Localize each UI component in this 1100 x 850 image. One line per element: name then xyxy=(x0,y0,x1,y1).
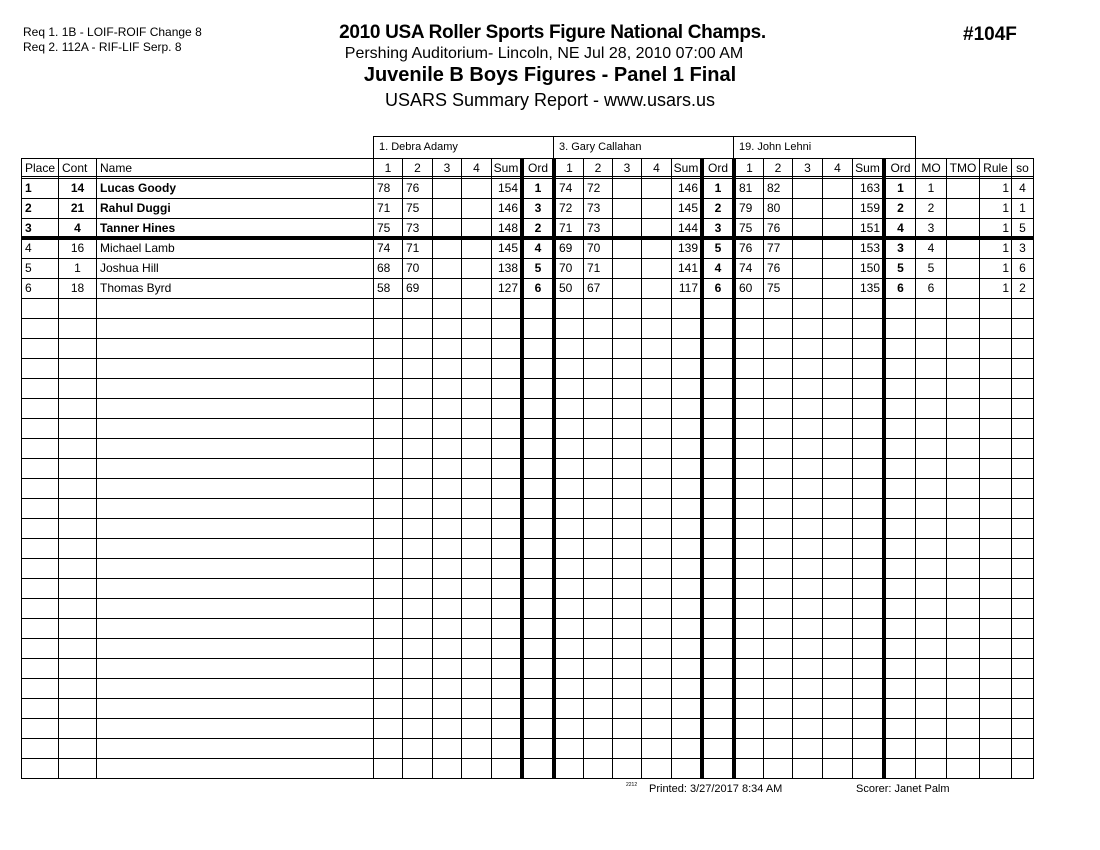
cell-place: 1 xyxy=(25,181,32,195)
grid-hline xyxy=(21,358,1034,359)
cell-judge3-3 xyxy=(793,238,822,258)
cell-judge2-2: 67 xyxy=(587,281,601,295)
cell-cont: 21 xyxy=(70,201,85,215)
cell-rule: 1 xyxy=(1002,261,1009,275)
cell-judge2-2: 70 xyxy=(587,241,601,255)
grid-hline xyxy=(21,498,1034,499)
cell-judge2-2: 71 xyxy=(587,261,601,275)
col-header-so: so xyxy=(1016,161,1029,175)
requirement-2: Req 2. 112A - RIF-LIF Serp. 8 xyxy=(23,40,182,54)
cell-judge3-2: 76 xyxy=(767,221,781,235)
cell-judge2-3 xyxy=(613,198,641,218)
cell-mo: 2 xyxy=(927,201,935,215)
col-header-judge2-2: 2 xyxy=(594,161,602,175)
cell-so: 1 xyxy=(1019,201,1026,215)
event-name: Juvenile B Boys Figures - Panel 1 Final xyxy=(363,64,737,86)
cell-so: 6 xyxy=(1019,261,1026,275)
cell-judge1-sum: 148 xyxy=(497,221,518,235)
grid-hline xyxy=(21,638,1034,639)
cell-judge2-3 xyxy=(613,178,641,198)
cell-judge1-ord: 3 xyxy=(534,201,542,215)
grid-hline xyxy=(21,338,1034,339)
cell-judge1-2: 70 xyxy=(406,261,420,275)
cell-rule: 1 xyxy=(1002,181,1009,195)
cell-place: 6 xyxy=(25,281,32,295)
cell-judge2-sum: 145 xyxy=(677,201,698,215)
cell-tmo xyxy=(947,238,979,258)
col-header-judge3-sum: Sum xyxy=(855,161,880,175)
grid-hline xyxy=(21,518,1034,519)
grid-hline xyxy=(21,478,1034,479)
grid-hline xyxy=(21,418,1034,419)
cell-cont: 1 xyxy=(74,261,81,275)
cell-judge3-1: 79 xyxy=(739,201,753,215)
col-header-judge1-3: 3 xyxy=(443,161,451,175)
col-header-cont: Cont xyxy=(62,161,88,175)
grid-hline xyxy=(21,318,1034,319)
cell-mo: 6 xyxy=(927,281,935,295)
grid-hline xyxy=(21,398,1034,399)
event-number: #104F xyxy=(963,24,1017,45)
cell-judge2-4 xyxy=(642,178,671,198)
judge-header-3: 19. John Lehni xyxy=(733,136,916,158)
judge-header-1: 1. Debra Adamy xyxy=(373,136,554,158)
cell-judge3-2: 82 xyxy=(767,181,781,195)
cell-judge2-4 xyxy=(642,278,671,298)
cell-judge3-ord: 1 xyxy=(897,181,904,195)
col-header-judge2-1: 1 xyxy=(566,161,573,175)
cell-judge3-sum: 163 xyxy=(859,181,880,195)
cell-judge2-2: 73 xyxy=(587,221,601,235)
cell-judge3-3 xyxy=(793,218,822,238)
cell-cont: 16 xyxy=(70,241,85,255)
cell-judge2-1: 72 xyxy=(559,201,573,215)
cell-judge3-sum: 159 xyxy=(859,201,880,215)
cell-name: Rahul Duggi xyxy=(100,201,171,215)
col-header-judge3-ord: Ord xyxy=(890,161,911,175)
grid-hline xyxy=(21,558,1034,559)
cell-judge3-2: 77 xyxy=(767,241,781,255)
cell-judge1-sum: 127 xyxy=(497,281,518,295)
cell-so: 4 xyxy=(1019,181,1026,195)
cell-judge1-4 xyxy=(462,258,491,278)
col-header-judge1-2: 2 xyxy=(414,161,421,175)
cell-judge1-4 xyxy=(462,178,491,198)
cell-judge3-3 xyxy=(793,198,822,218)
cell-rule: 1 xyxy=(1002,201,1009,215)
cell-judge1-ord: 1 xyxy=(534,181,542,195)
cell-judge3-1: 75 xyxy=(739,221,753,235)
cell-tmo xyxy=(947,198,979,218)
printed-timestamp: Printed: 3/27/2017 8:34 AM xyxy=(649,783,783,795)
cell-judge1-2: 71 xyxy=(406,241,420,255)
col-header-rule: Rule xyxy=(983,161,1008,175)
grid-hline xyxy=(21,778,1034,779)
cell-judge3-sum: 151 xyxy=(859,221,880,235)
cell-judge2-1: 50 xyxy=(559,281,573,295)
cell-name: Tanner Hines xyxy=(100,221,176,235)
cell-judge2-4 xyxy=(642,198,671,218)
cell-name: Thomas Byrd xyxy=(100,281,172,295)
cell-judge1-3 xyxy=(433,218,461,238)
judge-header-2: 3. Gary Callahan xyxy=(553,136,734,158)
cell-judge2-sum: 144 xyxy=(677,221,698,235)
scorer-name: Scorer: Janet Palm xyxy=(856,783,950,795)
col-header-mo: MO xyxy=(921,161,941,175)
cell-judge3-1: 76 xyxy=(739,241,753,255)
col-header-judge3-4: 4 xyxy=(834,161,841,175)
grid-hline xyxy=(21,298,1034,299)
cell-judge1-ord: 2 xyxy=(534,221,542,235)
col-header-judge1-ord: Ord xyxy=(527,161,548,175)
cell-judge2-1: 74 xyxy=(559,181,573,195)
cell-judge1-sum: 154 xyxy=(497,181,518,195)
cell-judge2-sum: 117 xyxy=(678,281,698,295)
cell-judge1-1: 68 xyxy=(377,261,391,275)
col-header-judge3-3: 3 xyxy=(804,161,811,175)
grid-hline xyxy=(21,538,1034,539)
grid-hline xyxy=(21,378,1034,379)
cell-so: 3 xyxy=(1019,241,1026,255)
cell-judge3-3 xyxy=(793,178,822,198)
cell-judge1-3 xyxy=(433,178,461,198)
cell-judge1-2: 69 xyxy=(406,281,420,295)
cell-rule: 1 xyxy=(1002,221,1009,235)
cell-judge2-3 xyxy=(613,218,641,238)
cell-judge1-1: 74 xyxy=(377,241,391,255)
col-header-name: Name xyxy=(100,161,133,175)
col-header-judge2-ord: Ord xyxy=(707,161,728,175)
cell-judge1-1: 78 xyxy=(377,181,391,195)
cell-judge3-4 xyxy=(823,278,852,298)
cell-name: Lucas Goody xyxy=(100,181,177,195)
cell-judge3-1: 60 xyxy=(739,281,753,295)
cell-judge3-4 xyxy=(823,218,852,238)
tiny-code: 2212 xyxy=(626,782,638,788)
cell-judge1-2: 75 xyxy=(406,201,420,215)
col-header-tmo: TMO xyxy=(949,161,977,175)
cell-judge3-4 xyxy=(823,178,852,198)
cell-judge2-ord: 4 xyxy=(714,261,722,275)
grid-hline xyxy=(21,698,1034,699)
col-header-place: Place xyxy=(25,161,56,175)
cell-judge2-2: 73 xyxy=(587,201,601,215)
cell-rule: 1 xyxy=(1002,241,1009,255)
cell-judge1-1: 71 xyxy=(377,201,391,215)
cell-judge1-2: 73 xyxy=(406,221,420,235)
cell-judge3-4 xyxy=(823,258,852,278)
cell-judge1-ord: 5 xyxy=(534,261,542,275)
cell-judge3-4 xyxy=(823,238,852,258)
cell-cont: 4 xyxy=(74,221,81,235)
cell-judge1-3 xyxy=(433,198,461,218)
cell-judge1-3 xyxy=(433,238,461,258)
cell-judge2-sum: 146 xyxy=(677,181,698,195)
cell-judge2-3 xyxy=(613,238,641,258)
cell-place: 5 xyxy=(25,261,32,275)
cell-judge2-2: 72 xyxy=(587,181,601,195)
cell-judge1-1: 75 xyxy=(377,221,391,235)
cell-judge2-ord: 3 xyxy=(714,221,722,235)
cell-judge1-2: 76 xyxy=(406,181,420,195)
grid-hline xyxy=(21,758,1034,759)
grid-hline xyxy=(21,578,1034,579)
cell-judge3-4 xyxy=(823,198,852,218)
cell-judge2-ord: 1 xyxy=(714,181,722,195)
cell-judge1-sum: 145 xyxy=(497,241,518,255)
cell-judge3-ord: 6 xyxy=(897,281,904,295)
cell-place: 3 xyxy=(25,221,32,235)
col-header-judge1-4: 4 xyxy=(473,161,480,175)
grid-hline xyxy=(21,678,1034,679)
grid-hline xyxy=(21,738,1034,739)
cell-judge3-ord: 4 xyxy=(897,221,904,235)
cell-mo: 3 xyxy=(927,221,935,235)
cell-judge1-1: 58 xyxy=(377,281,391,295)
cell-place: 2 xyxy=(25,201,32,215)
requirement-1: Req 1. 1B - LOIF-ROIF Change 8 xyxy=(23,25,202,39)
cell-judge2-3 xyxy=(613,258,641,278)
cell-judge3-ord: 5 xyxy=(897,261,904,275)
cell-mo: 4 xyxy=(927,241,935,255)
cell-judge2-ord: 6 xyxy=(714,281,722,295)
cell-judge2-ord: 5 xyxy=(714,241,722,255)
cell-judge2-1: 71 xyxy=(559,221,573,235)
report-title: 2010 USA Roller Sports Figure National Champs. xyxy=(339,22,766,43)
col-header-judge1-1: 1 xyxy=(384,161,392,175)
cell-so: 2 xyxy=(1019,281,1026,295)
col-header-judge3-2: 2 xyxy=(774,161,782,175)
venue-datetime: Pershing Auditorium- Lincoln, NE Jul 28, 2010 07:00 AM xyxy=(344,45,744,62)
cell-judge1-ord: 6 xyxy=(534,281,542,295)
grid-hline xyxy=(21,718,1034,719)
grid-hline xyxy=(21,618,1034,619)
col-header-judge1-sum: Sum xyxy=(493,161,519,175)
grid-hline xyxy=(21,458,1034,459)
grid-hline xyxy=(21,598,1034,599)
cell-judge2-1: 70 xyxy=(559,261,573,275)
cell-judge3-2: 75 xyxy=(767,281,781,295)
cell-judge3-3 xyxy=(793,258,822,278)
cell-place: 4 xyxy=(25,241,32,255)
cell-name: Joshua Hill xyxy=(100,261,159,275)
cell-judge3-ord: 3 xyxy=(897,241,904,255)
cell-judge3-sum: 150 xyxy=(859,261,880,275)
col-header-judge2-4: 4 xyxy=(653,161,660,175)
cell-so: 5 xyxy=(1019,221,1026,235)
cell-rule: 1 xyxy=(1002,281,1009,295)
cell-tmo xyxy=(947,178,979,198)
cell-judge1-3 xyxy=(433,278,461,298)
cell-judge3-1: 81 xyxy=(739,181,753,195)
cell-judge1-4 xyxy=(462,238,491,258)
cell-judge3-1: 74 xyxy=(739,261,753,275)
report-name: USARS Summary Report - www.usars.us xyxy=(384,90,716,110)
cell-judge2-sum: 139 xyxy=(677,241,698,255)
cell-mo: 1 xyxy=(927,181,935,195)
cell-judge3-3 xyxy=(793,278,822,298)
cell-cont: 14 xyxy=(70,181,85,195)
cell-judge1-sum: 146 xyxy=(497,201,518,215)
col-header-judge2-sum: Sum xyxy=(673,161,699,175)
cell-judge3-2: 80 xyxy=(767,201,781,215)
col-header-judge2-3: 3 xyxy=(623,161,631,175)
cell-judge3-sum: 135 xyxy=(859,281,880,295)
cell-judge2-4 xyxy=(642,218,671,238)
cell-name: Michael Lamb xyxy=(100,241,175,255)
cell-judge3-ord: 2 xyxy=(897,201,904,215)
cell-judge3-sum: 153 xyxy=(859,241,880,255)
cell-judge2-3 xyxy=(613,278,641,298)
cell-tmo xyxy=(947,278,979,298)
cell-judge3-2: 76 xyxy=(767,261,781,275)
cell-judge1-4 xyxy=(462,218,491,238)
grid-vline xyxy=(1033,158,1034,779)
cell-judge1-4 xyxy=(462,198,491,218)
cell-judge2-1: 69 xyxy=(559,241,573,255)
cell-judge1-sum: 138 xyxy=(497,261,518,275)
cell-cont: 18 xyxy=(70,281,85,295)
cell-judge1-4 xyxy=(462,278,491,298)
cell-judge1-ord: 4 xyxy=(534,241,542,255)
col-header-judge3-1: 1 xyxy=(746,161,753,175)
grid-hline xyxy=(21,658,1034,659)
cell-mo: 5 xyxy=(927,261,935,275)
cell-judge2-sum: 141 xyxy=(677,261,698,275)
cell-judge2-ord: 2 xyxy=(714,201,722,215)
cell-judge2-4 xyxy=(642,238,671,258)
cell-tmo xyxy=(947,218,979,238)
cell-judge1-3 xyxy=(433,258,461,278)
cell-tmo xyxy=(947,258,979,278)
grid-hline xyxy=(21,438,1034,439)
cell-judge2-4 xyxy=(642,258,671,278)
